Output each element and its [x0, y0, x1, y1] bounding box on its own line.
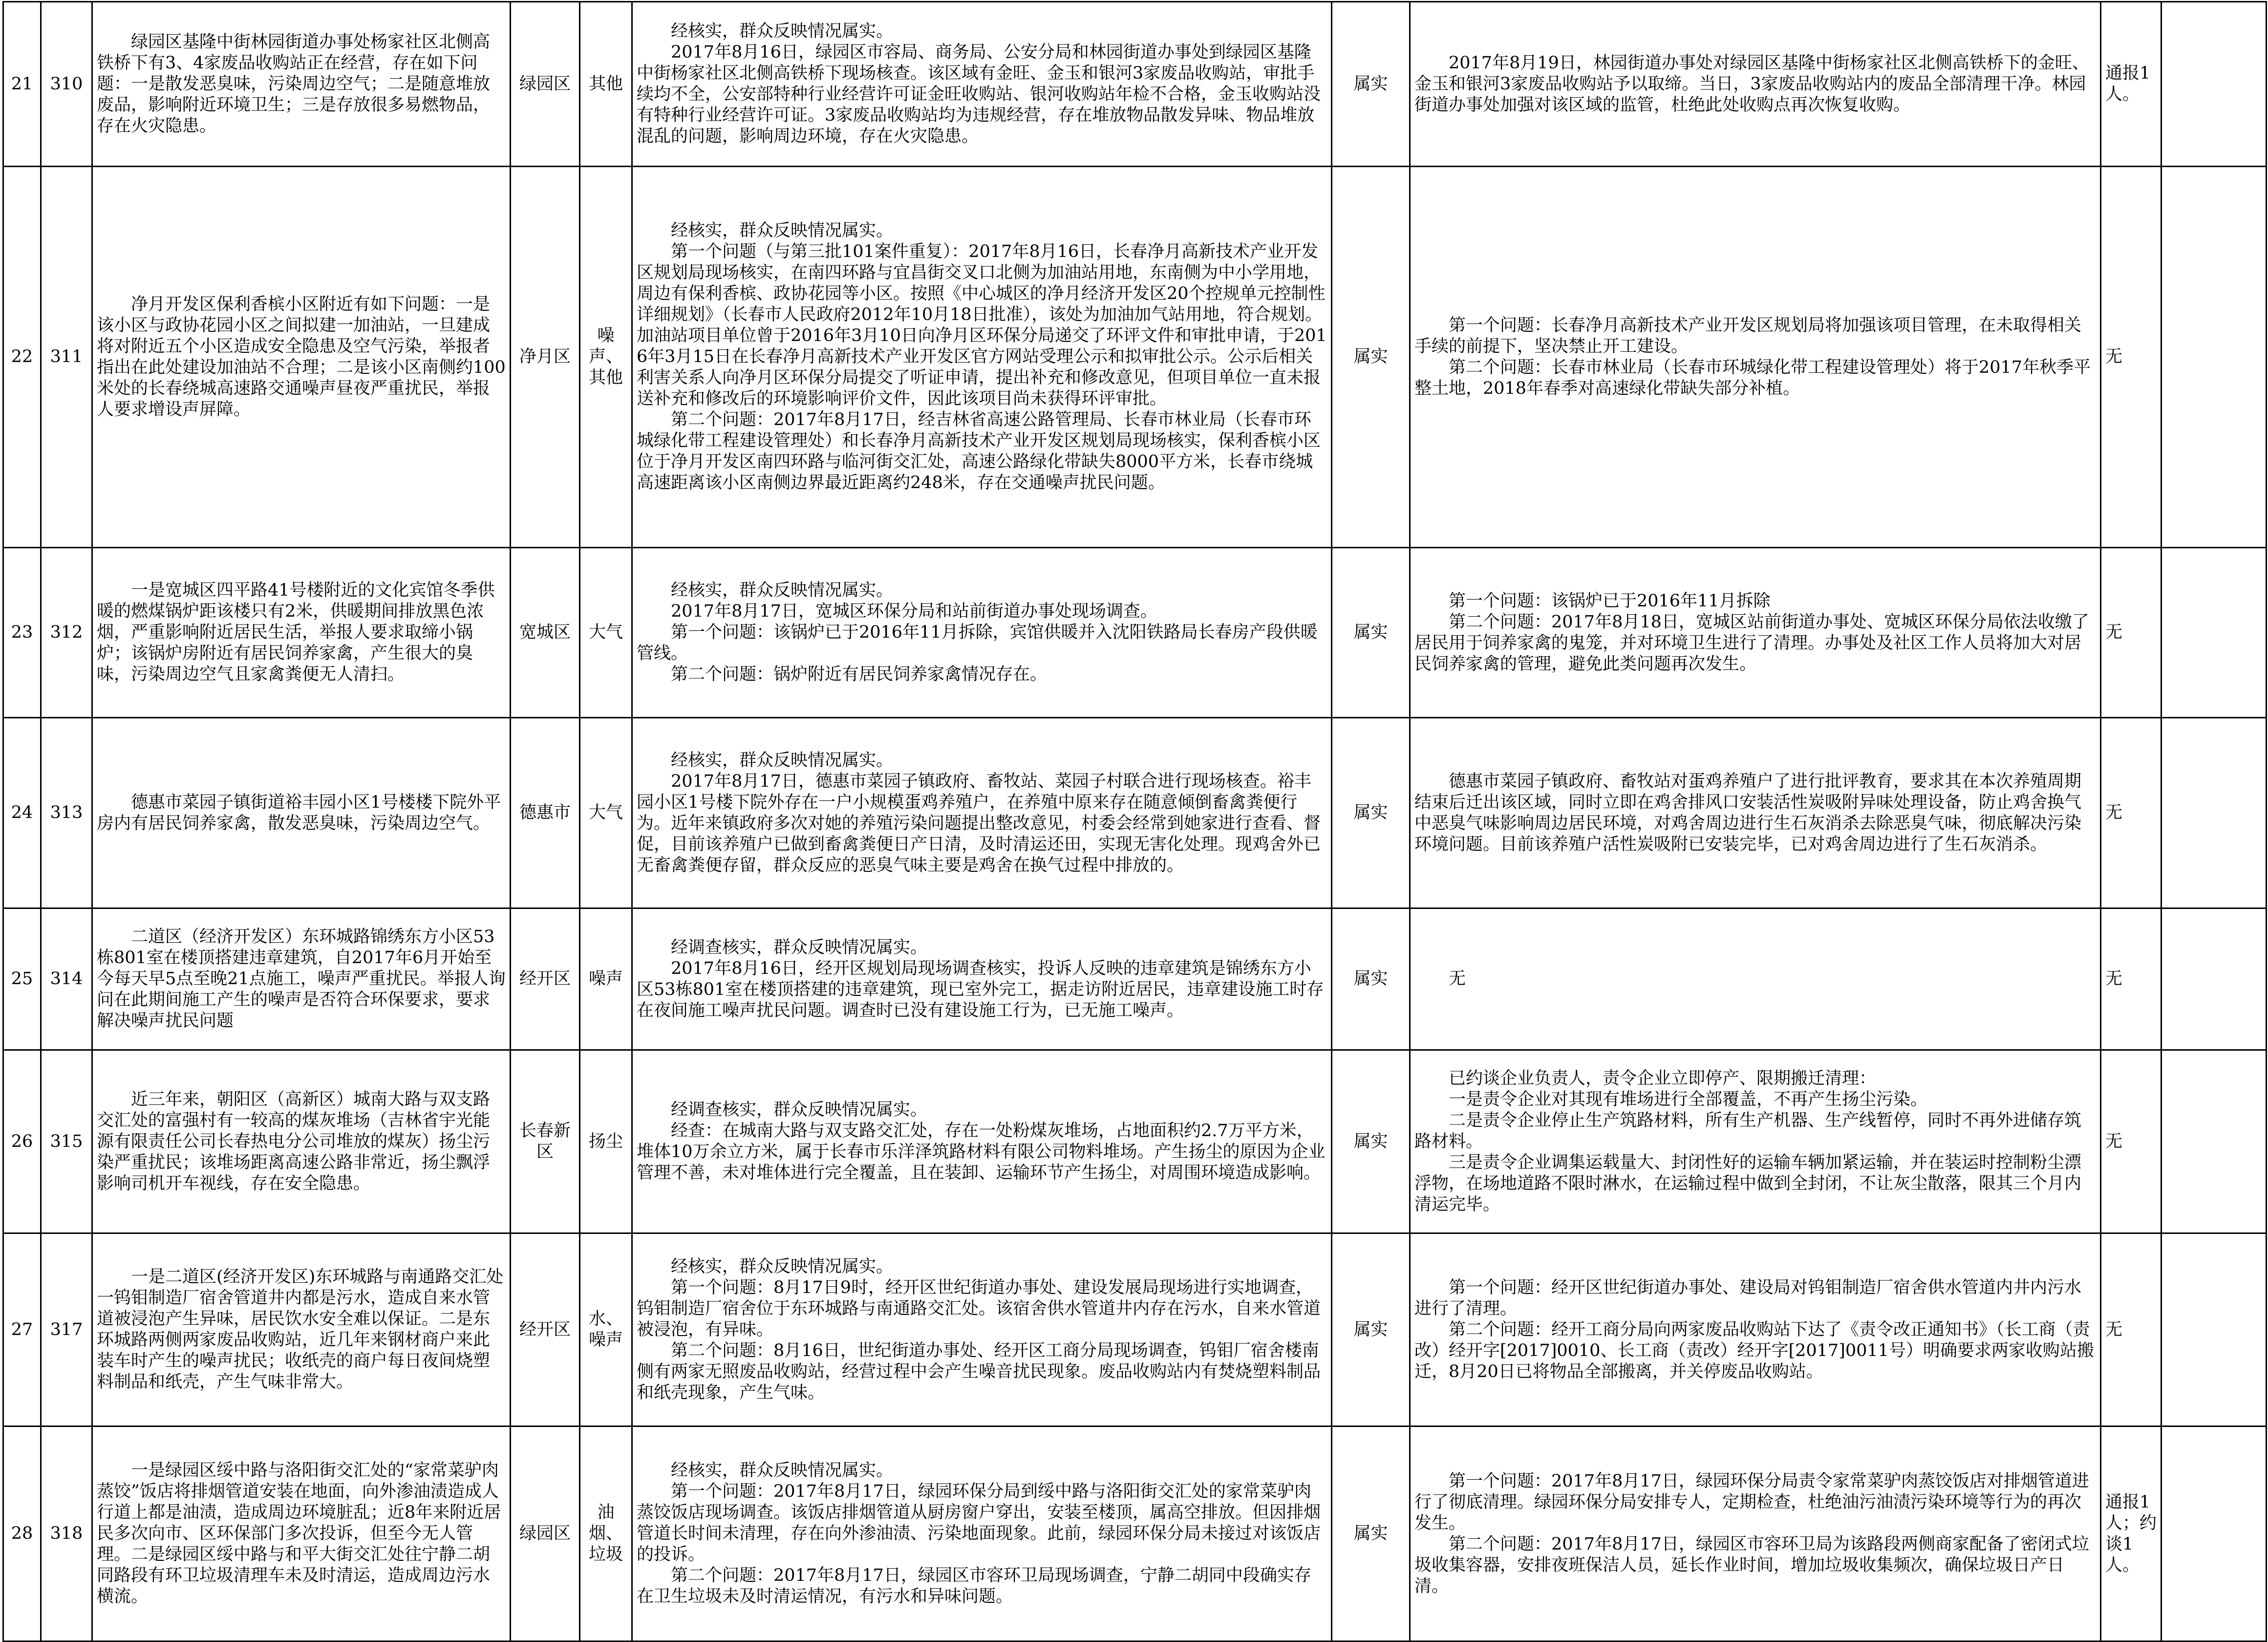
row-number: 23 — [3, 548, 41, 718]
row-number: 27 — [3, 1233, 41, 1426]
pollution-category: 其他 — [580, 2, 632, 167]
case-table-body — [3, 2, 2267, 1642]
complaint-paragraph: 一是宽城区四平路41号楼附近的文化宾馆冬季供暖的燃煤锅炉距该楼只有2米，供暖期间排放黑色浓烟，严重影响附近居民生活，举报人要求取缔小锅炉；该锅炉房附近有居民饲养家禽，产生很大的臭味，污染周边空气且家禽粪便无人清扫。 — [97, 581, 495, 684]
verdict: 属实 — [1332, 908, 1410, 1050]
findings-paragraph: 经核实，群众反映情况属实。 — [671, 1256, 894, 1276]
district: 绿园区 — [511, 2, 580, 167]
rectification-actions-paragraph: 第二个问题：2017年8月18日，宽城区站前街道办事处、宽城区环保分局依法收缴了居民用于饲养家禽的鬼笼，并对环境卫生进行了清理。办事处及社区工作人员将加大对居民饲养家禽的管理，避免此类问题再次发生。 — [1414, 612, 2089, 674]
rectification-actions-paragraph: 第二个问题：经开工商分局向两家废品收购站下达了《责令改正通知书》（长工商（责改）经开字[2017]0010、长工商（责改）经开字[2017]0011号）明确要求两家收购站搬迁，8月20日已将物品全部搬离，并关停废品收购站。 — [1414, 1319, 2094, 1382]
rectification-actions — [1410, 908, 2101, 1050]
complaint-paragraph: 二道区（经济开发区）东环城路锦绣东方小区53栋801室在楼顶搭建违章建筑，自2017年6月开始至今每天早5点至晚21点施工，噪声严重扰民。举报人询问在此期间施工产生的噪声是否符合环保要求，要求解决噪声扰民问题 — [97, 927, 506, 1031]
case-id: 312 — [41, 548, 92, 718]
findings-paragraph: 第二个问题：2017年8月17日，绿园区市容环卫局现场调查，宁静二胡同中段确实存在卫生垃圾未及时清运情况，有污水和异味问题。 — [637, 1566, 1311, 1606]
accountability: 无 — [2101, 1050, 2161, 1233]
rectification-actions — [1410, 1426, 2101, 1642]
case-table — [2, 1, 2267, 1642]
findings — [632, 908, 1332, 1050]
case-id: 317 — [41, 1233, 92, 1426]
rectification-actions — [1410, 718, 2101, 908]
findings-paragraph: 第二个问题：2017年8月17日，经吉林省高速公路管理局、长春市林业局（长春市环城绿化带工程建设管理处）和长春净月高新技术产业开发区规划局现场核实，保利香槟小区位于净月开发区南四环路与临河街交汇处，高速公路绿化带缺失8000平方米，长春市绕城高速距离该小区南侧边界最近距离约248米，存在交通噪声扰民问题。 — [637, 410, 1321, 493]
complaint-text — [92, 718, 511, 908]
findings-paragraph: 经调查核实，群众反映情况属实。 — [671, 937, 928, 957]
findings-paragraph: 第二个问题：锅炉附近有居民饲养家禽情况存在。 — [671, 665, 1048, 684]
table-row — [3, 548, 2267, 718]
table-row — [3, 908, 2267, 1050]
pollution-category: 扬尘 — [580, 1050, 632, 1233]
findings-paragraph: 经核实，群众反映情况属实。 — [671, 750, 894, 770]
findings-paragraph: 2017年8月17日，德惠市菜园子镇政府、畜牧站、菜园子村联合进行现场核查。裕丰园小区1号楼下院外存在一户小规模蛋鸡养殖户，在养殖中原来存在随意倾倒畜禽粪便行为。近年来镇政府多次对她的养殖污染问题提出整改意见，村委会经常到她家进行查看、督促，目前该养殖户已做到畜禽粪便日产日清，及时清运还田，实现无害化处理。现鸡舍外已无畜禽粪便存留，群众反应的恶臭气味主要是鸡舍在换气过程中排放的。 — [637, 771, 1321, 875]
findings-paragraph: 经核实，群众反映情况属实。 — [671, 221, 894, 240]
accountability: 无 — [2101, 167, 2161, 548]
rectification-actions-paragraph: 第一个问题：经开区世纪街道办事处、建设局对钨钼制造厂宿舍供水管道内井内污水进行了清理。 — [1414, 1277, 2082, 1318]
findings-paragraph: 第一个问题：8月17日9时，经开区世纪街道办事处、建设发展局现场进行实地调查，钨钼制造厂宿舍位于东环城路与南通路交汇处。该宿舍供水管道井内存在污水，自来水管道被浸泡，有异味。 — [637, 1277, 1321, 1340]
findings — [632, 548, 1332, 718]
row-number: 28 — [3, 1426, 41, 1642]
rectification-actions-paragraph: 二是责令企业停止生产筑路材料，所有生产机器、生产线暂停，同时不再外进储存筑路材料。 — [1414, 1110, 2082, 1151]
blank-cell — [2161, 1426, 2267, 1642]
verdict: 属实 — [1332, 718, 1410, 908]
district: 德惠市 — [511, 718, 580, 908]
verdict: 属实 — [1332, 2, 1410, 167]
findings — [632, 1426, 1332, 1642]
pollution-category: 大气 — [580, 718, 632, 908]
pollution-category: 大气 — [580, 548, 632, 718]
rectification-actions-paragraph: 第一个问题：该锅炉已于2016年11月拆除 — [1449, 591, 1771, 611]
rectification-actions-paragraph: 德惠市菜园子镇政府、畜牧站对蛋鸡养殖户了进行批评教育，要求其在本次养殖周期结束后迁出该区域，同时立即在鸡舍排风口安装活性炭吸附异味处理设备，防止鸡舍换气中恶臭气味影响周边居民环境，对鸡舍周边进行生石灰消杀去除恶臭气味，彻底解决污染环境问题。目前该养殖户活性炭吸附已安装完毕，已对鸡舍周边进行了生石灰消杀。 — [1414, 771, 2082, 854]
complaint-paragraph: 德惠市菜园子镇街道裕丰园小区1号楼楼下院外平房内有居民饲养家禽，散发恶臭味，污染周边空气。 — [97, 792, 501, 833]
findings-paragraph: 第二个问题：8月16日，世纪街道办事处、经开区工商分局现场调查，钨钼厂宿舍楼南侧有两家无照废品收购站，经营过程中会产生噪音扰民现象。废品收购站内有焚烧塑料制品和纸壳现象，产生气味。 — [637, 1340, 1321, 1403]
district: 净月区 — [511, 167, 580, 548]
blank-cell — [2161, 548, 2267, 718]
table-row — [3, 2, 2267, 167]
findings-paragraph: 第一个问题（与第三批101案件重复）：2017年8月16日，长春净月高新技术产业开发区规划局现场核实，在南四环路与宜昌街交叉口北侧为加油站用地，东南侧为中小学用地，周边有保利香槟、政协花园等小区。按照《中心城区的净月经济开发区20个控规单元控制性详细规划》（长春市人民政府2012年10月18日批准），该处为加油加气站用地，符合规划。加油站项目单位曾于2016年3月10日向净月区环保分局递交了环评文件和审批申请，于2016年3月15日在长春净月高新技术产业开发区官方网站受理公示和拟审批公示。公示后相关利害关系人向净月区环保分局提交了听证申请，提出补充和修改意见，但项目单位一直未报送补充和修改后的环境影响评价文件，因此该项目尚未获得环评审批。 — [637, 242, 1327, 409]
complaint-paragraph: 净月开发区保利香槟小区附近有如下问题：一是该小区与政协花园小区之间拟建一加油站，一旦建成将对附近五个小区造成安全隐患及空气污染，举报者指出在此处建设加油站不合理；二是该小区南侧约100米处的长春绕城高速路交通噪声昼夜严重扰民，举报人要求增设声屏障。 — [97, 294, 506, 419]
findings-paragraph: 2017年8月17日，宽城区环保分局和站前街道办事处现场调查。 — [671, 602, 1157, 621]
district: 长春新区 — [511, 1050, 580, 1233]
blank-cell — [2161, 1233, 2267, 1426]
rectification-actions-paragraph: 第二个问题：2017年8月17日，绿园区市容环卫局为该路段两侧商家配备了密闭式垃圾收集容器，安排夜班保洁人员，延长作业时间，增加垃圾收集频次，确保垃圾日产日清。 — [1414, 1534, 2089, 1596]
rectification-actions — [1410, 167, 2101, 548]
complaint-paragraph: 一是绿园区绥中路与洛阳街交汇处的“家常菜驴肉蒸饺”饭店将排烟管道安装在地面，向外渗油渍造成人行道上都是油渍，造成周边环境脏乱；近8年来附近居民多次向市、区环保部门多次投诉，但至今无人管理。二是绿园区绥中路与和平大街交汇处往宁静二胡同路段有环卫垃圾清理车未及时清运，造成周边污水横流。 — [97, 1461, 501, 1606]
complaint-paragraph: 一是二道区(经济开发区)东环城路与南通路交汇处一钨钼制造厂宿舍管道井内都是污水，造成自来水管道被浸泡产生异味，居民饮水安全难以保证。二是东环城路两侧两家废品收购站，近几年来钢材商户来此装车时产生的噪声扰民；收纸壳的商户每日夜间烧塑料制品和纸壳，产生气味非常大。 — [97, 1267, 504, 1392]
complaint-text — [92, 167, 511, 548]
findings-paragraph: 第一个问题：该锅炉已于2016年11月拆除，宾馆供暖并入沈阳铁路局长春房产段供暖管线。 — [637, 623, 1318, 663]
accountability: 无 — [2101, 548, 2161, 718]
rectification-actions-paragraph: 一是责令企业对其现有堆场进行全部覆盖，不再产生扬尘污染。 — [1449, 1089, 1928, 1109]
table-row — [3, 1426, 2267, 1642]
blank-cell — [2161, 1050, 2267, 1233]
row-number: 26 — [3, 1050, 41, 1233]
blank-cell — [2161, 2, 2267, 167]
rectification-actions — [1410, 2, 2101, 167]
case-id: 310 — [41, 2, 92, 167]
findings — [632, 1050, 1332, 1233]
verdict: 属实 — [1332, 1426, 1410, 1642]
district: 宽城区 — [511, 548, 580, 718]
verdict: 属实 — [1332, 167, 1410, 548]
complaint-paragraph: 绿园区基隆中街林园街道办事处杨家社区北侧高铁桥下有3、4家废品收购站正在经营，存在如下问题：一是散发恶臭味，污染周边空气；二是随意堆放废品，影响附近环境卫生；三是存放很多易燃物品，存在火灾隐患。 — [97, 32, 491, 136]
row-number: 25 — [3, 908, 41, 1050]
pollution-category: 噪声、其他 — [580, 167, 632, 548]
complaint-paragraph: 近三年来，朝阳区（高新区）城南大路与双支路交汇处的富强村有一较高的煤灰堆场（吉林省宇光能源有限责任公司长春热电分公司堆放的煤灰）扬尘污染严重扰民；该堆场距离高速公路非常近，扬尘飘浮影响司机开车视线，存在安全隐患。 — [97, 1089, 491, 1193]
accountability: 无 — [2101, 908, 2161, 1050]
table-row — [3, 1050, 2267, 1233]
rectification-actions — [1410, 1050, 2101, 1233]
rectification-actions-paragraph: 第二个问题：长春市林业局（长春市环城绿化带工程建设管理处）将于2017年秋季平整土地，2018年春季对高速绿化带缺失部分补植。 — [1414, 357, 2091, 398]
district: 绿园区 — [511, 1426, 580, 1642]
accountability: 无 — [2101, 1233, 2161, 1426]
findings-paragraph: 经查：在城南大路与双支路交汇处，存在一处粉煤灰堆场，占地面积约2.7万平方米，堆体10万余立方米，属于长春市乐洋泽筑路材料有限公司物料堆场。产生扬尘的原因为企业管理不善，未对堆体进行完全覆盖，且在装卸、运输环节产生扬尘，对周围环境造成影响。 — [637, 1121, 1326, 1183]
blank-cell — [2161, 908, 2267, 1050]
findings-paragraph: 经核实，群众反映情况属实。 — [671, 581, 894, 600]
verdict: 属实 — [1332, 548, 1410, 718]
pollution-category: 水、噪声 — [580, 1233, 632, 1426]
row-number: 24 — [3, 718, 41, 908]
case-id: 313 — [41, 718, 92, 908]
pollution-category: 油烟、垃圾 — [580, 1426, 632, 1642]
case-id: 311 — [41, 167, 92, 548]
blank-cell — [2161, 167, 2267, 548]
table-row — [3, 1233, 2267, 1426]
findings-paragraph: 经核实，群众反映情况属实。 — [671, 22, 894, 41]
findings — [632, 167, 1332, 548]
findings-paragraph: 经调查核实，群众反映情况属实。 — [671, 1100, 928, 1120]
rectification-actions-paragraph: 三是责令企业调集运载量大、封闭性好的运输车辆加紧运输，并在装运时控制粉尘漂浮物，在场地道路不限时淋水，在运输过程中做到全封闭，不让灰尘散落，限其三个月内清运完毕。 — [1414, 1152, 2082, 1214]
rectification-actions — [1410, 548, 2101, 718]
district: 经开区 — [511, 1233, 580, 1426]
verdict: 属实 — [1332, 1050, 1410, 1233]
rectification-actions-paragraph: 无 — [1449, 969, 1466, 989]
case-id: 315 — [41, 1050, 92, 1233]
accountability: 通报1人；约谈1人。 — [2101, 1426, 2161, 1642]
findings — [632, 2, 1332, 167]
complaint-text — [92, 2, 511, 167]
case-id: 318 — [41, 1426, 92, 1642]
table-row — [3, 718, 2267, 908]
row-number: 22 — [3, 167, 41, 548]
findings — [632, 1233, 1332, 1426]
findings — [632, 718, 1332, 908]
rectification-actions — [1410, 1233, 2101, 1426]
findings-paragraph: 2017年8月16日，经开区规划局现场调查核实，投诉人反映的违章建筑是锦绣东方小区53栋801室在楼顶搭建的违章建筑，现已室外完工，据走访附近居民，违章建设施工时存在夜间施工噪声扰民问题。调查时已没有建设施工行为，已无施工噪声。 — [637, 958, 1324, 1020]
findings-paragraph: 第一个问题：2017年8月17日，绿园环保分局到绥中路与洛阳街交汇处的家常菜驴肉蒸饺饭店现场调查。该饭店排烟管道从厨房窗户穿出，安装至楼顶，属高空排放。但因排烟管道长时间未清理，存在向外渗油渍、污染地面现象。此前，绿园环保分局未接过对该饭店的投诉。 — [637, 1482, 1321, 1564]
rectification-actions-paragraph: 第一个问题：长春净月高新技术产业开发区规划局将加强该项目管理，在未取得相关手续的前提下，坚决禁止开工建设。 — [1414, 315, 2082, 356]
complaint-text — [92, 1233, 511, 1426]
district: 经开区 — [511, 908, 580, 1050]
findings-paragraph: 2017年8月16日，绿园区市容局、商务局、公安分局和林园街道办事处到绿园区基隆中街杨家社区北侧高铁桥下现场核查。该区域有金旺、金玉和银河3家废品收购站，审批手续均不全，公安部特种行业经营许可证金旺收购站、银河收购站年检不合格，金玉收购站没有特种行业经营许可证。3家废品收购站均为违规经营，存在堆放物品散发异味、物品堆放混乱的问题，影响周边环境，存在火灾隐患。 — [637, 43, 1321, 146]
rectification-actions-paragraph: 第一个问题：2017年8月17日，绿园环保分局责令家常菜驴肉蒸饺饭店对排烟管道进行了彻底清理。绿园环保分局安排专人，定期检查，杜绝油污油渍污染环境等行为的再次发生。 — [1414, 1471, 2089, 1533]
rectification-actions-paragraph: 2017年8月19日，林园街道办事处对绿园区基隆中街杨家社区北侧高铁桥下的金旺、金玉和银河3家废品收购站予以取缔。当日，3家废品收购站内的废品全部清理干净。林园街道办事处加强对该区域的监管，杜绝此处收购点再次恢复收购。 — [1414, 53, 2089, 115]
complaint-text — [92, 1050, 511, 1233]
accountability: 通报1人。 — [2101, 2, 2161, 167]
blank-cell — [2161, 718, 2267, 908]
table-row — [3, 167, 2267, 548]
complaint-text — [92, 1426, 511, 1642]
complaint-text — [92, 908, 511, 1050]
accountability: 无 — [2101, 718, 2161, 908]
pollution-category: 噪声 — [580, 908, 632, 1050]
findings-paragraph: 经核实，群众反映情况属实。 — [671, 1461, 894, 1480]
rectification-actions-paragraph: 已约谈企业负责人，责令企业立即停产、限期搬迁清理： — [1449, 1068, 1877, 1088]
verdict: 属实 — [1332, 1233, 1410, 1426]
row-number: 21 — [3, 2, 41, 167]
case-id: 314 — [41, 908, 92, 1050]
complaint-text — [92, 548, 511, 718]
